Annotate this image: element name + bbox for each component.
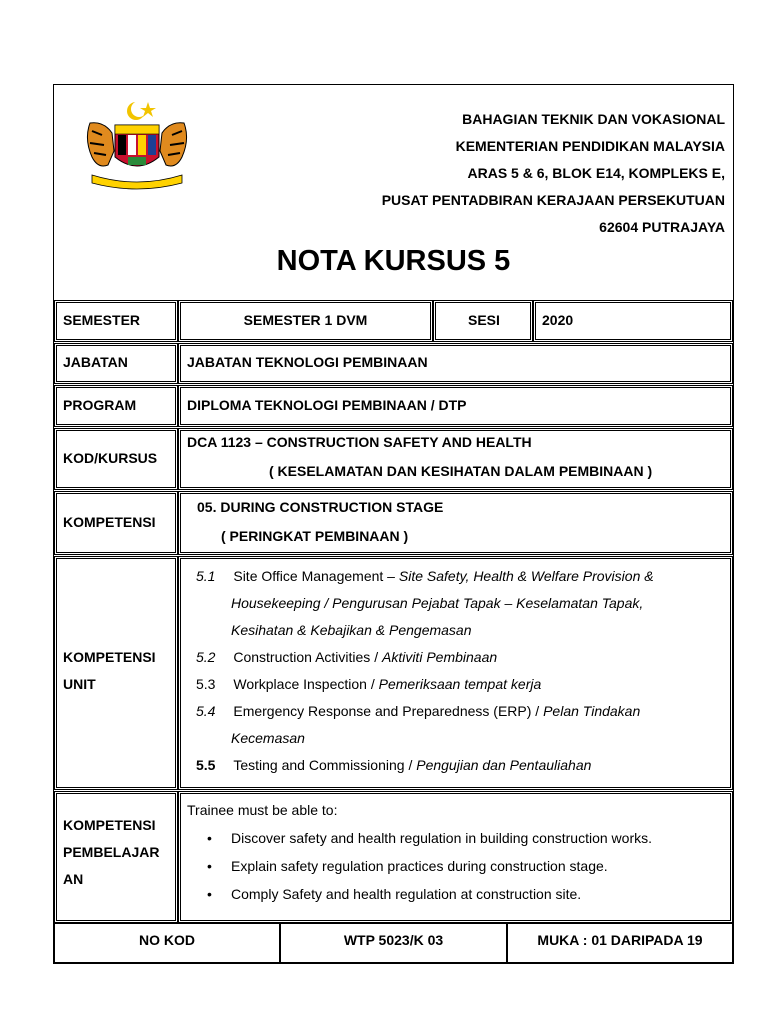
sesi-value: 2020 <box>542 312 574 328</box>
objective-2: Explain safety regulation practices during construction stage. <box>231 858 608 874</box>
coat-of-arms-logo <box>78 99 196 191</box>
unit-label-1: KOMPETENSI <box>63 649 156 665</box>
jabatan-value-cell <box>178 343 733 384</box>
bullet-dot: • <box>207 830 212 846</box>
header-line-5: 62604 PUTRAJAYA <box>599 219 725 235</box>
kod-label-cell <box>54 428 178 490</box>
program-value: DIPLOMA TEKNOLOGI PEMBINAAN / DTP <box>187 397 467 413</box>
header-line-4: PUSAT PENTADBIRAN KERAJAAN PERSEKUTUAN <box>381 192 725 208</box>
program-label: PROGRAM <box>63 397 137 413</box>
semester-value-cell <box>178 300 433 342</box>
unit-label-cell <box>54 556 178 790</box>
unit-item-5-2: 5.2 Construction Activities / Aktiviti Pembinaan <box>196 649 498 665</box>
pembelajaran-label-3: AN <box>63 871 84 887</box>
header-line-3: ARAS 5 & 6, BLOK E14, KOMPLEKS E, <box>467 165 725 181</box>
header-line-1: BAHAGIAN TEKNIK DAN VOKASIONAL <box>462 111 725 127</box>
kod-line-2: ( KESELAMATAN DAN KESIHATAN DALAM PEMBINAAN ) <box>269 463 653 479</box>
kod-label: KOD/KURSUS <box>63 450 158 466</box>
jabatan-value: JABATAN TEKNOLOGI PEMBINAAN <box>187 354 428 370</box>
objective-1: Discover safety and health regulation in building construction works. <box>231 830 653 846</box>
unit-value-cell <box>178 556 733 790</box>
semester-label-cell <box>54 300 178 342</box>
pembelajaran-label-1: KOMPETENSI <box>63 817 156 833</box>
unit-label-2: UNIT <box>63 676 96 692</box>
pembelajaran-label-2: PEMBELAJAR <box>63 844 160 860</box>
objective-3: Comply Safety and health regulation at construction site. <box>231 886 582 902</box>
pembelajaran-label-cell <box>54 791 178 923</box>
unit-item-5-1-cont-1: Housekeeping / Pengurusan Pejabat Tapak – Keselamatan Tapak, <box>231 595 644 611</box>
unit-item-5-4-cont: Kecemasan <box>231 730 305 746</box>
coat-of-arms-icon <box>78 99 196 191</box>
kod-line-1: DCA 1123 – CONSTRUCTION SAFETY AND HEALTH <box>187 434 532 450</box>
page-title: NOTA KURSUS 5 <box>276 245 511 277</box>
sesi-label-cell <box>433 300 533 342</box>
document-frame <box>53 84 734 964</box>
footer-muka-cell <box>507 923 733 963</box>
kompetensi-value-cell <box>178 491 733 555</box>
bullet-dot: • <box>207 886 212 902</box>
unit-item-5-1: 5.1 Site Office Management – Site Safety, Health & Welfare Provision & <box>196 568 654 584</box>
pembelajaran-intro: Trainee must be able to: <box>187 802 338 818</box>
unit-item-5-3: 5.3 Workplace Inspection / Pemeriksaan tempat kerja <box>196 676 542 692</box>
footer-code: WTP 5023/K 03 <box>343 932 444 948</box>
kompetensi-line-1: 05. DURING CONSTRUCTION STAGE <box>197 499 444 515</box>
footer-code-cell <box>280 923 507 963</box>
sesi-label: SESI <box>468 312 500 328</box>
sesi-value-cell <box>533 300 733 342</box>
kod-value-cell <box>178 428 733 490</box>
jabatan-label-cell <box>54 343 178 384</box>
footer-no-kod-cell <box>54 923 280 963</box>
footer-muka: MUKA : 01 DARIPADA 19 <box>537 932 703 948</box>
pembelajaran-value-cell <box>178 791 733 923</box>
kompetensi-label-cell <box>54 491 178 555</box>
program-value-cell <box>178 385 733 427</box>
kompetensi-label: KOMPETENSI <box>63 514 156 530</box>
footer-no-kod-label: NO KOD <box>139 932 195 948</box>
jabatan-label: JABATAN <box>63 354 128 370</box>
unit-item-5-5: 5.5 Testing and Commissioning / Pengujian dan Pentauliahan <box>196 757 592 773</box>
unit-item-5-1-cont-2: Kesihatan & Kebajikan & Pengemasan <box>231 622 472 638</box>
header-line-2: KEMENTERIAN PENDIDIKAN MALAYSIA <box>455 138 725 154</box>
unit-item-5-4: 5.4 Emergency Response and Preparedness (ERP) / Pelan Tindakan <box>196 703 641 719</box>
bullet-dot: • <box>207 858 212 874</box>
semester-value: SEMESTER 1 DVM <box>243 312 368 328</box>
program-label-cell <box>54 385 178 427</box>
kompetensi-line-2: ( PERINGKAT PEMBINAAN ) <box>221 528 409 544</box>
semester-label: SEMESTER <box>63 312 141 328</box>
